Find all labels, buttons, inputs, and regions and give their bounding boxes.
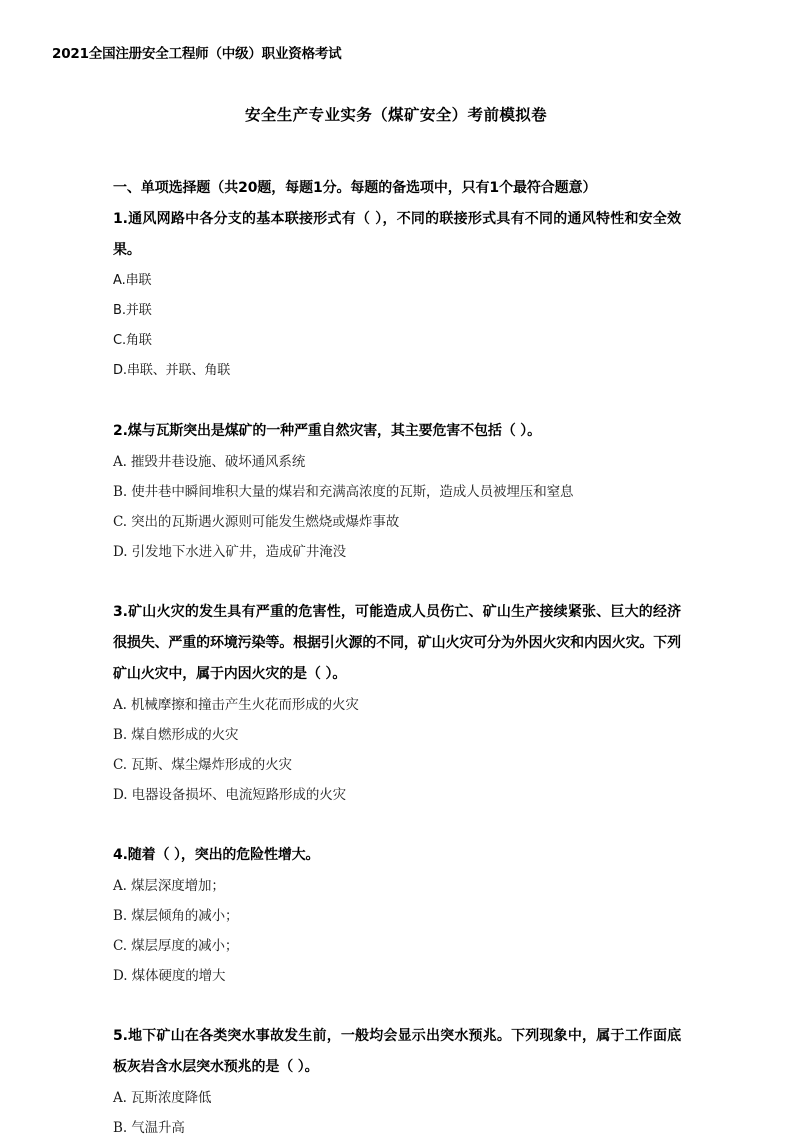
question-spacer [113, 810, 681, 840]
question-5-option-b[interactable]: B. 气温升高 [113, 1120, 185, 1136]
page-title: 安全生产专业实务（煤矿安全）考前模拟卷 [244, 106, 548, 124]
question-2-stem: 2.煤与瓦斯突出是煤矿的一种严重自然灾害，其主要危害不包括（ ）。 [113, 423, 541, 439]
question-4-options [113, 871, 681, 991]
question-4 [113, 840, 681, 991]
question-4-option-a[interactable]: A. 煤层深度增加； [113, 878, 225, 894]
question-1 [113, 204, 681, 386]
question-3-stem: 3.矿山火灾的发生具有严重的危害性，可能造成人员伤亡、矿山生产接续紧张、巨大的经济很损失、严重的环境污染等。根据引火源的不同，矿山火灾可分为外因火灾和内因火灾。下列矿山火灾中，属于内因火灾的是（ ）。 [113, 604, 681, 682]
question-2-option-a[interactable]: A. 摧毁井巷设施、破坏通风系统 [113, 454, 306, 470]
question-spacer [113, 386, 681, 416]
question-1-option-d[interactable]: D.串联、并联、角联 [113, 363, 231, 378]
question-3-options [113, 690, 681, 810]
question-4-option-c[interactable]: C. 煤层厚度的减小； [113, 938, 239, 954]
section-heading-single-choice: 一、单项选择题（共20题，每题1分。每题的备选项中，只有1个最符合题意） [113, 180, 597, 196]
question-4-option-d[interactable]: D. 煤体硬度的增大 [113, 968, 226, 984]
question-5-stem: 5.地下矿山在各类突水事故发生前，一般均会显示出突水预兆。下列现象中，属于工作面底板灰岩含水层突水预兆的是（ ）。 [113, 1028, 681, 1075]
question-3-option-b[interactable]: B. 煤自燃形成的火灾 [113, 727, 239, 743]
question-2 [113, 416, 681, 567]
question-1-option-c[interactable]: C.角联 [113, 333, 152, 348]
question-1-options [113, 266, 681, 386]
question-2-option-b[interactable]: B. 使井巷中瞬间堆积大量的煤岩和充满高浓度的瓦斯，造成人员被埋压和窒息 [113, 484, 574, 500]
question-1-option-b[interactable]: B.并联 [113, 303, 152, 318]
document-body [113, 173, 681, 1143]
question-3-option-a[interactable]: A. 机械摩擦和撞击产生火花而形成的火灾 [113, 697, 359, 713]
question-3-option-c[interactable]: C. 瓦斯、煤尘爆炸形成的火灾 [113, 757, 292, 773]
question-1-stem: 1.通风网路中各分支的基本联接形式有（ ），不同的联接形式具有不同的通风特性和安全效果。 [113, 211, 681, 258]
question-4-option-b[interactable]: B. 煤层倾角的减小； [113, 908, 239, 924]
question-3-option-d[interactable]: D. 电器设备损坏、电流短路形成的火灾 [113, 787, 347, 803]
question-2-options [113, 447, 681, 567]
question-1-option-a[interactable]: A.串联 [113, 273, 152, 288]
question-5-option-a[interactable]: A. 瓦斯浓度降低 [113, 1090, 212, 1106]
question-3 [113, 597, 681, 810]
question-4-stem: 4.随着（ ），突出的危险性增大。 [113, 847, 320, 863]
question-2-option-d[interactable]: D. 引发地下水进入矿井，造成矿井淹没 [113, 544, 347, 560]
question-5-options [113, 1083, 681, 1143]
question-5 [113, 1021, 681, 1143]
question-spacer [113, 991, 681, 1021]
running-header: 2021全国注册安全工程师（中级）职业资格考试 [52, 46, 342, 62]
question-spacer [113, 567, 681, 597]
question-2-option-c[interactable]: C. 突出的瓦斯遇火源则可能发生燃烧或爆炸事故 [113, 514, 400, 530]
